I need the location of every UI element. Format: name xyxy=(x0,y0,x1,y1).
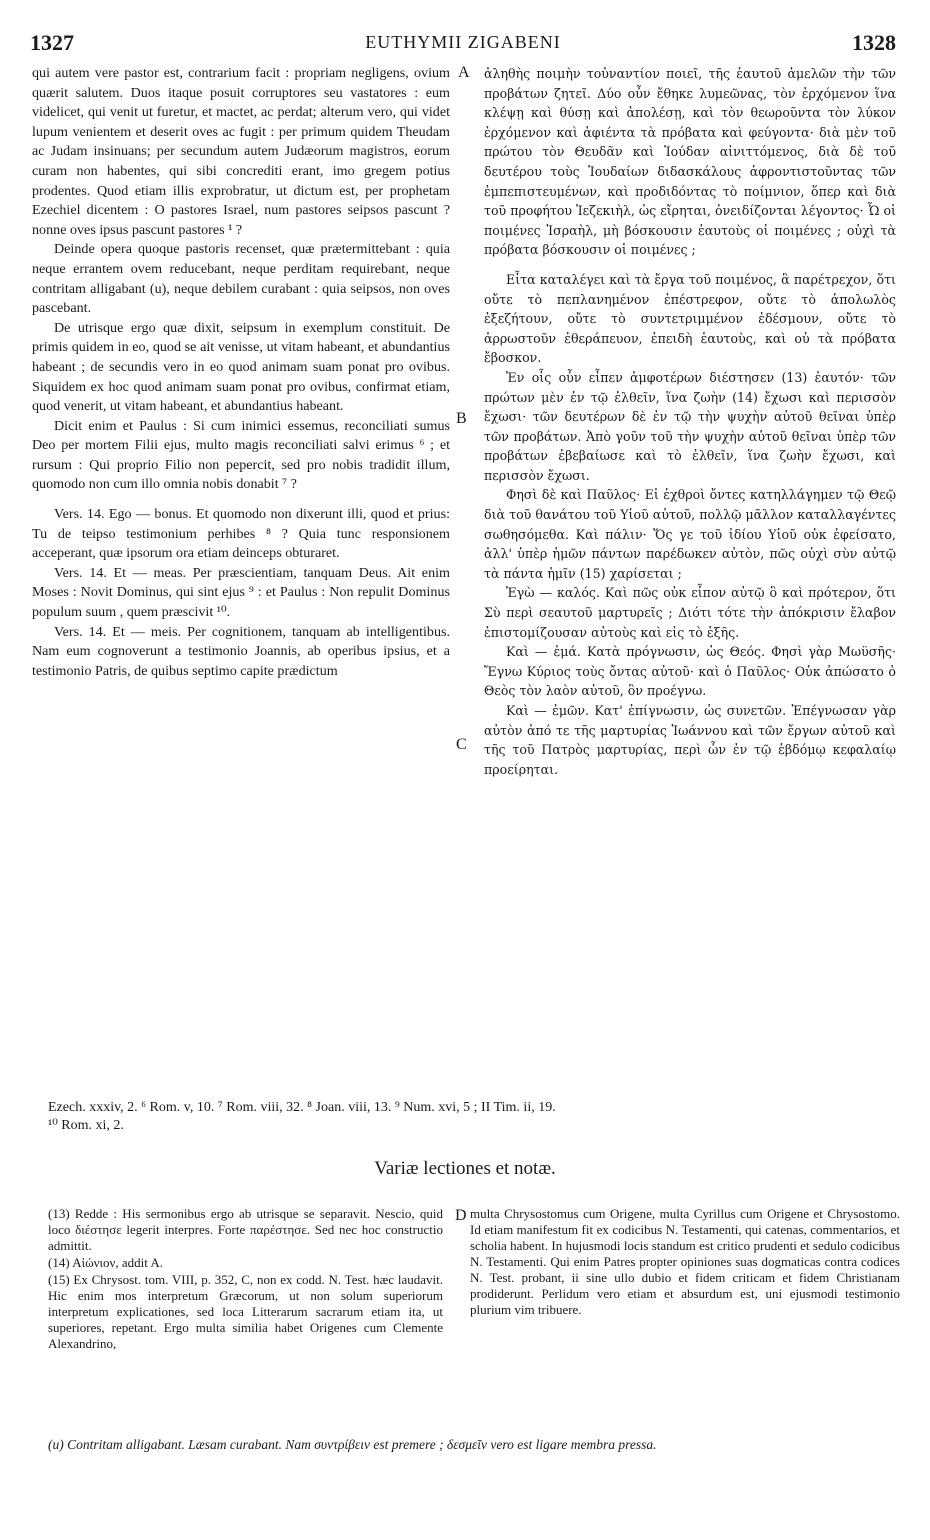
greek-paragraph: ἀληθὴς ποιμὴν τοὐναντίον ποιεῖ, τῆς ἑαυτοῦ ἀμελῶν τὴν τῶν προβάτων ζητεῖ. Δύο οὖν ἔθηκε λυμεῶνας, τὸν ἐρχόμενον ἵνα κλέψῃ καὶ θύσῃ καὶ ἀπολέσῃ, καὶ τὸν θεωροῦντα τὸν λύκον ἐρχόμενον καὶ ἀφιέντα τὰ πρόβατα καὶ φεύγοντα· διὰ μὲν τοῦ πρώτου τὸν Θευδᾶν καὶ Ἰούδαν αἰνιττόμενος, διὰ δὲ τοῦ δευτέρου τοὺς Ἰουδαίων διδασκάλους ἀφροντιστοῦντας τῶν ἐμπεπιστευμένων, καὶ προδιδόντας τὸ ποίμνιον, ὅπερ καὶ διὰ τοῦ προφήτου Ἰεζεκιὴλ, ὡς εἴρηται, ὀνειδίζονται λέγοντος· Ὦ οἱ ποιμένες Ἰσραὴλ, μὴ βόσκουσιν ἑαυτοὺς οἱ ποιμένες ; οὐχὶ τὰ πρόβατα βόσκουσιν οἱ ποιμένες ; xyxy=(484,66,896,258)
notes-right-column xyxy=(470,1206,900,1319)
running-title: EUTHYMII ZIGABENI xyxy=(365,32,561,52)
greek-column xyxy=(484,64,896,779)
scripture-references xyxy=(48,1099,898,1135)
greek-paragraph: Φησὶ δὲ καὶ Παῦλος· Εἰ ἐχθροὶ ὄντες κατηλλάγημεν τῷ Θεῷ διὰ τοῦ θανάτου τοῦ Υἱοῦ αὐτοῦ, πολλῷ μᾶλλον καταλλαγέντες σωθησόμεθα. Καὶ πάλιν· Ὅς γε τοῦ ἰδίου Υἱοῦ οὐκ ἐφείσατο, ἀλλ' ὑπὲρ ἡμῶν πάντων παρέδωκεν αὐτὸν, πῶς οὐχὶ σὺν αὐτῷ τὰ πάντα ἡμῖν (15) χαρίσεται ; xyxy=(484,487,896,581)
page-number-left: 1327 xyxy=(30,30,74,55)
latin-column xyxy=(32,64,450,681)
latin-paragraph: Vers. 14. Et — meis. Per cognitionem, tanquam ab intelligentibus. Nam eum cognoverunt a testimonio Joannis, ab operibus ipsius, et a testimonio Patris, de quibus septimo capite prædictum xyxy=(32,623,450,679)
variae-lectiones-heading: Variæ lectiones et notæ. xyxy=(374,1158,556,1179)
latin-paragraph: De utrisque ergo quæ dixit, seipsum in exemplum constituit. De primis quidem in eo, quod se ait venisse, ut vitam habeant, et abundantius habeant ; de secundis vero in eo quod animam suam ponat pro ovibus. Siquidem ex hoc quod animam suam ponat pro ovibus, confirmat etiam, quod venerit, ut vitam habeant, et abundantius habeant. xyxy=(32,319,450,415)
page-header xyxy=(30,30,896,56)
note-item: (15) Ex Chrysost. tom. VIII, p. 352, C, non ex codd. N. Test. hæc laudavit. Hic enim mos interpretum Græcorum, ut non solum superiorum interpretum explicationes, sed loca Litterarum sacrarum etiam ita, ut superiores, repetant. Ergo multa similia habet Origenes cum Clemente Alexandrino, xyxy=(48,1272,443,1351)
note-item: (14) Αἰώνιον, addit A. xyxy=(48,1255,164,1270)
page-number-right: 1328 xyxy=(852,30,896,55)
greek-paragraph: Καὶ — ἐμῶν. Κατ' ἐπίγνωσιν, ὡς συνετῶν. Ἐπέγνωσαν γὰρ αὐτὸν ἀπό τε τῆς μαρτυρίας Ἰωάννου καὶ τῶν ἔργων αὐτοῦ καὶ τῆς τοῦ Πατρὸς μαρτυρίας, περὶ ὧν ἐν τῷ ἑβδόμῳ κεφαλαίῳ προείρηται. xyxy=(484,703,896,777)
margin-marker-a: A xyxy=(458,64,470,81)
greek-paragraph: Ἐγὼ — καλός. Καὶ πῶς οὐκ εἶπον αὐτῷ ὃ καὶ πρότερον, ὅτι Σὺ περὶ σεαυτοῦ μαρτυρεῖς ; Διότι τότε τὴν ἀπόκρισιν ἔλαβον ἐπιστομίζουσαν αὐτοὺς καὶ εἰς τὸ ἑξῆς. xyxy=(484,585,896,640)
latin-paragraph: Deinde opera quoque pastoris recenset, quæ prætermittebant : quia neque errantem ovem reducebant, neque perditam requirebant, neque contritam alligabant (u), neque debilem curabant : quia seipsos, non oves pascebant. xyxy=(32,241,450,317)
note-item: multa Chrysostomus cum Origene, multa Cyrillus cum Origene et Chrysostomo. Id etiam manifestum fit ex codicibus N. Testamenti, qui catenas, commentarios, et scholia habent. In hujusmodi locis standum est critico prudenti et sedulo codicibus N. Testamenti. Qui enim Patres propter opiniones suas dogmaticas contra codices N. Test. probant, ii sine ullo dubio et fidem criticam et fidem Christianam prodiderunt. Perlidum vero etiam et absurdum est, uni ejusmodi testimonio plurium vim tribuere. xyxy=(470,1206,900,1317)
latin-paragraph: Vers. 14. Et — meas. Per præscientiam, tanquam Deus. Ait enim Moses : Novit Dominus, qui sint ejus ⁹ : et Paulus : Non repulit Dominus populum suum , quem præscivit ¹⁰. xyxy=(32,564,450,621)
latin-paragraph: Vers. 14. Ego — bonus. Et quomodo non dixerunt illi, quod et prius: Tu de teipso testimonium perhibes ⁸ ? Quia tunc responsionem acceperant, quæ ipsorum ora etiam deinceps obturaret. xyxy=(32,506,450,562)
margin-marker-d: D xyxy=(455,1207,467,1224)
latin-paragraph: qui autem vere pastor est, contrarium facit : propriam negligens, ovium quærit salutem. Duos itaque posuit corruptores seu vastatores : eum videlicet, qui venit ut furetur, et mactet, ac perdat; alterum vero, qui videt lupum venientem et deserit oves ac fugit : per primum quidem Theudam ac Judam insinuans; per secundum autem Judæorum magistros, eorum curam non habentes, qui sibi concrediti erant, imo gregem potius prodentes. Quod etiam illis exprobratur, ut dictum est, per prophetam Ezechiel dicentem : O pastores Israel, num pastores seipsos pascunt ? nonne oves ipsus pascunt pastores ¹ ? xyxy=(32,65,450,238)
greek-paragraph: Ἐν οἷς οὖν εἶπεν ἀμφοτέρων διέστησεν (13) ἑαυτόν· τῶν πρώτων μὲν ἐν τῷ ἐλθεῖν, ἵνα ζωὴν (14) ἔχωσι καὶ περισσὸν ἔχωσι· τῶν δευτέρων δὲ ἐν τῷ τὴν ψυχὴν αὐτοῦ θεῖναι ὑπὲρ τῶν προβάτων. Ἀπὸ γοῦν τοῦ τὴν ψυχὴν αὐτοῦ θεῖναι ὑπὲρ τῶν προβάτων ἐβεβαίωσε καὶ τὸ ἐλθεῖν, ἵνα ζωὴν ἔχωσι, καὶ περισσὸν ἔχωσι. xyxy=(484,369,896,483)
margin-marker-b: B xyxy=(456,410,467,427)
reference-line: ¹⁰ Rom. xi, 2. xyxy=(48,1118,124,1133)
latin-paragraph: Dicit enim et Paulus : Si cum inimici essemus, reconciliati sumus Deo per mortem Filii ejus, multo magis reconciliati salvi erimus ⁶ ; et rursum : Qui proprio Filio non pepercit, sed pro nobis tradidit illum, quomodo non cum illo omnia nobis donabit ⁷ ? xyxy=(32,417,450,493)
reference-line: Ezech. xxxiv, 2. ⁶ Rom. v, 10. ⁷ Rom. viii, 32. ⁸ Joan. viii, 13. ⁹ Num. xvi, 5 ; II Tim. ii, 19. xyxy=(48,1100,556,1115)
margin-marker-c: C xyxy=(456,736,467,753)
notes-left-column xyxy=(48,1206,443,1353)
note-item: (13) Redde : His sermonibus ergo ab utrisque se separavit. Nescio, quid loco διέστησε legerit interpres. Forte παρέστησε. Sed nec hoc constructio admittit. xyxy=(48,1206,443,1253)
footnote-u: (u) Contritam alligabant. Læsam curabant. Nam συντρίβειν est premere ; δεσμεῖν vero est ligare membra pressa. xyxy=(48,1437,657,1452)
greek-paragraph: Εἶτα καταλέγει καὶ τὰ ἔργα τοῦ ποιμένος, ἃ παρέτρεχον, ὅτι οὔτε τὸ πεπλανημένον ἐπέστρεφον, οὔτε τὸ ἀπολωλὸς ἐξεζήτουν, οὔτε τὸ συντετριμμένον ἐδέσμουν, οὔτε τὸ ἀρρωστοῦν ἐθεράπευον, ἐπειδὴ ἑαυτοὺς, καὶ οὐ τὰ πρόβατα ἔβοσκον. xyxy=(484,271,896,366)
greek-paragraph: Καὶ — ἐμά. Κατὰ πρόγνωσιν, ὡς Θεός. Φησὶ γὰρ Μωϋσῆς· Ἔγνω Κύριος τοὺς ὄντας αὐτοῦ· καὶ ὁ Παῦλος· Οὐκ ἀπώσατο ὁ Θεὸς τὸν λαὸν αὐτοῦ, ὃν προέγνω. xyxy=(484,644,896,699)
